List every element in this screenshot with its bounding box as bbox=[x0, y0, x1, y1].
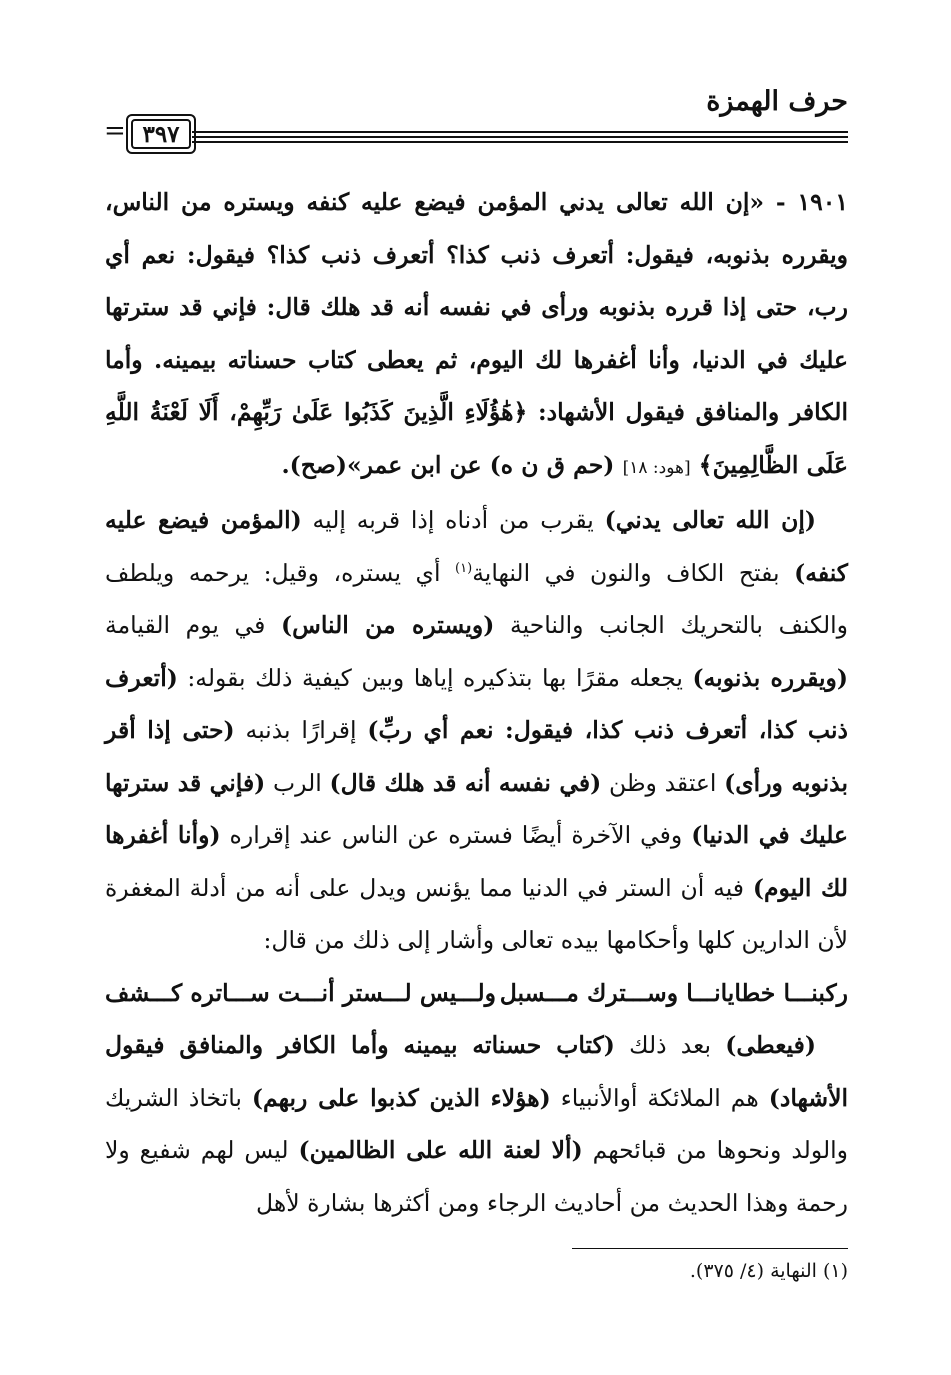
footnote-marker: (١) bbox=[455, 560, 473, 576]
hadith-source: (حم ق ن ه) عن ابن عمر»(صح). bbox=[281, 450, 615, 479]
commentary-text: باتخاذ الشريك والولد ونحوها من قبائحهم bbox=[105, 1083, 848, 1164]
poem-verse bbox=[105, 967, 848, 1020]
running-header-title: حرف الهمزة bbox=[706, 86, 848, 117]
poem-second-hemistich: ولـــيس لـــستر أنـــت ســـاتره كـــشف bbox=[105, 978, 497, 1007]
quoted-phrase: (أتعرف ذنب كذا، أتعرف ذنب كذا، فيقول: نعم أي ربِّ) bbox=[105, 663, 848, 744]
commentary-paragraph-1 bbox=[105, 494, 848, 967]
quoted-phrase: (ويقرره بذنوبه) bbox=[692, 663, 848, 692]
footnote-rule bbox=[572, 1248, 848, 1249]
quoted-phrase: (فيعطى) bbox=[725, 1031, 816, 1059]
quoted-phrase: (فإني قد سترتها عليك في الدنيا) bbox=[105, 768, 848, 849]
commentary-text: في يوم القيامة bbox=[105, 611, 282, 639]
quoted-phrase: (حتى إذا أقر بذنوبه ورأى) bbox=[105, 716, 849, 797]
commentary-text: أي يستره، وقيل: يرحمه ويلطف والكنف بالتحريك الجانب والناحية bbox=[105, 558, 848, 639]
poem-first-hemistich: ركبنـــا خطايانـــا وســـترك مـــسبل bbox=[499, 978, 848, 1007]
commentary-text: اعتقد وظن bbox=[601, 768, 725, 797]
commentary-text: بفتح الكاف والنون في النهاية bbox=[472, 558, 795, 587]
hadith-number: ١٩٠١ - bbox=[775, 188, 849, 216]
commentary-text: ليس لهم شفيع ولا رحمة وهذا الحديث من أحاديث الرجاء ومن أكثرها بشارة لأهل bbox=[105, 1136, 848, 1217]
quoted-phrase: (في نفسه أنه قد هلك قال) bbox=[329, 768, 602, 797]
commentary-text: الرب bbox=[265, 768, 330, 797]
commentary-text: بعد ذلك bbox=[614, 1031, 726, 1059]
main-text bbox=[105, 176, 848, 1229]
quoted-phrase: (إن الله تعالى يدني) bbox=[604, 506, 816, 534]
commentary-text: يجعله مقرًا بها بتذكيره إياها وبين كيفية ذلك بقوله: bbox=[177, 663, 693, 692]
quoted-phrase: (ألا لعنة الله على الظالمين) bbox=[298, 1136, 583, 1164]
commentary-text: هم الملائكة أوالأنبياء bbox=[550, 1083, 769, 1112]
commentary-text: إقرارًا بذنبه bbox=[234, 716, 368, 744]
quoted-phrase: (وأنا أغفرها لك اليوم) bbox=[105, 821, 848, 902]
quoted-phrase: (كتاب حسناته بيمينه وأما الكافر والمنافق فيقول الأشهاد) bbox=[105, 1031, 848, 1112]
footnote: (١) النهاية (٤/ ٣٧٥). bbox=[689, 1260, 848, 1282]
quoted-phrase: (المؤمن فيضع عليه كنفه) bbox=[105, 506, 848, 587]
quoted-phrase: (ويستره من الناس) bbox=[281, 611, 495, 639]
commentary-paragraph-2 bbox=[105, 1019, 848, 1229]
header-ornament: = bbox=[104, 116, 126, 146]
hadith-text: «إن الله تعالى يدني المؤمن فيضع عليه كنفه ويستره من الناس، ويقرره بذنوبه، فيقول: أتعرف ذنب كذا؟ أتعرف ذنب كذا؟ فيقول: نعم أي رب، حتى إذا قرره بذنوبه ورأى في نفسه أنه قد هلك قال: فإني قد سترتها عليك في الدنيا، وأنا أغفرها لك اليوم، ثم يعطى كتاب حسناته بيمينه. وأما الكافر والمنافق فيقول الأشهاد: ﴿هَٰؤُلَاءِ الَّذِينَ كَذَبُوا عَلَىٰ رَبِّهِمْ، أَلَا لَعْنَةُ اللَّهِ عَلَى الظَّالِمِينَ﴾ bbox=[105, 188, 848, 479]
hadith-paragraph bbox=[105, 176, 848, 494]
header-rule bbox=[192, 124, 848, 150]
quran-citation: [هود: ١٨] bbox=[622, 457, 691, 478]
commentary-text: فيه أن الستر في الدنيا مما يؤنس ويدل على أنه من أدلة المغفرة لأن الدارين كلها وأحكامها بيده تعالى وأشار إلى ذلك من قال: bbox=[105, 873, 848, 954]
commentary-text: وفي الآخرة أيضًا فستره عن الناس عند إقراره bbox=[220, 821, 692, 849]
page-number: ٣٩٧ bbox=[131, 119, 191, 149]
page-number-box bbox=[126, 114, 196, 154]
commentary-text: يقرب من أدناه إذا قربه إليه bbox=[301, 506, 605, 534]
quoted-phrase: (هؤلاء الذين كذبوا على ربهم) bbox=[251, 1083, 551, 1112]
